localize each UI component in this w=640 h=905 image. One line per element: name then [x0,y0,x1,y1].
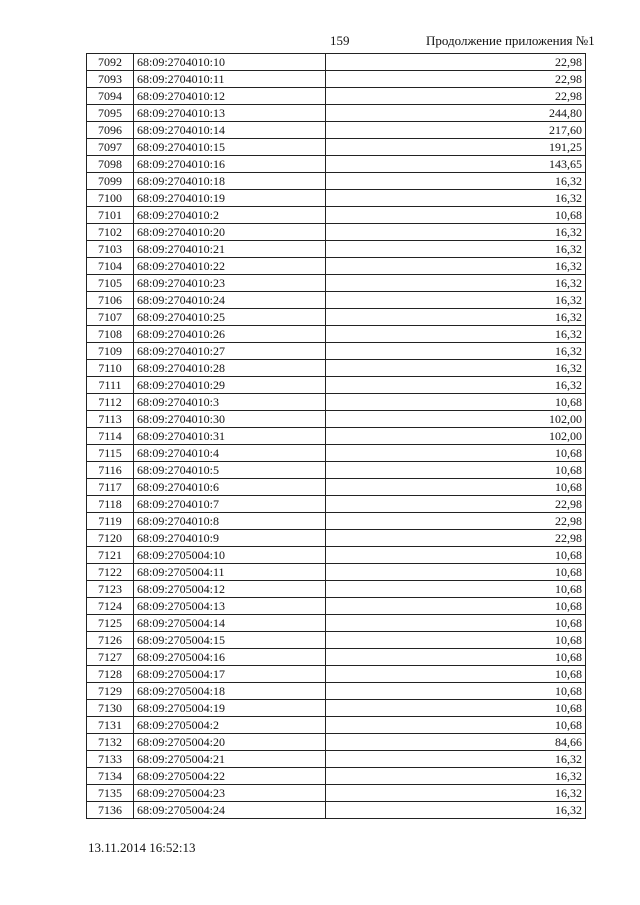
cadastral-value: 10,68 [326,564,586,581]
table-row [87,496,586,513]
cadastral-number: 68:09:2704010:14 [134,122,326,139]
cadastral-value: 10,68 [326,666,586,683]
row-number: 7135 [87,785,134,802]
cadastral-value: 143,65 [326,156,586,173]
cadastral-number: 68:09:2705004:14 [134,615,326,632]
row-number: 7130 [87,700,134,717]
cadastral-number: 68:09:2704010:6 [134,479,326,496]
cadastral-number: 68:09:2705004:18 [134,683,326,700]
cadastral-number: 68:09:2704010:26 [134,326,326,343]
cadastral-value: 16,32 [326,190,586,207]
table-row [87,666,586,683]
cadastral-value: 16,32 [326,360,586,377]
row-number: 7121 [87,547,134,564]
cadastral-number: 68:09:2704010:20 [134,224,326,241]
table-row [87,224,586,241]
cadastral-number: 68:09:2704010:12 [134,88,326,105]
row-number: 7106 [87,292,134,309]
cadastral-value: 10,68 [326,445,586,462]
cadastral-value: 16,32 [326,309,586,326]
cadastral-number: 68:09:2705004:21 [134,751,326,768]
row-number: 7112 [87,394,134,411]
table-row [87,258,586,275]
table-row [87,462,586,479]
table-row [87,802,586,819]
table-row [87,54,586,71]
row-number: 7136 [87,802,134,819]
table-row [87,564,586,581]
row-number: 7103 [87,241,134,258]
cadastral-number: 68:09:2705004:19 [134,700,326,717]
table-row [87,207,586,224]
table-row [87,88,586,105]
row-number: 7128 [87,666,134,683]
table-row [87,768,586,785]
cadastral-value: 244,80 [326,105,586,122]
table-row [87,71,586,88]
cadastral-value: 10,68 [326,394,586,411]
cadastral-number: 68:09:2704010:22 [134,258,326,275]
cadastral-value: 10,68 [326,700,586,717]
table-row [87,275,586,292]
row-number: 7095 [87,105,134,122]
table-row [87,581,586,598]
cadastral-number: 68:09:2704010:25 [134,309,326,326]
row-number: 7098 [87,156,134,173]
row-number: 7125 [87,615,134,632]
cadastral-number: 68:09:2704010:30 [134,411,326,428]
row-number: 7109 [87,343,134,360]
cadastral-value: 22,98 [326,513,586,530]
cadastral-value: 16,32 [326,802,586,819]
table-row [87,547,586,564]
cadastral-number: 68:09:2704010:15 [134,139,326,156]
cadastral-value: 16,32 [326,275,586,292]
cadastral-number: 68:09:2705004:10 [134,547,326,564]
table-row [87,445,586,462]
cadastral-number: 68:09:2705004:15 [134,632,326,649]
cadastral-value: 10,68 [326,717,586,734]
cadastral-value: 10,68 [326,615,586,632]
cadastral-value: 191,25 [326,139,586,156]
cadastral-value: 84,66 [326,734,586,751]
table-row [87,785,586,802]
cadastral-number: 68:09:2705004:2 [134,717,326,734]
cadastral-number: 68:09:2705004:20 [134,734,326,751]
cadastral-value: 16,32 [326,377,586,394]
page-number: 159 [330,33,350,48]
table-row [87,734,586,751]
row-number: 7129 [87,683,134,700]
row-number: 7119 [87,513,134,530]
cadastral-value: 16,32 [326,292,586,309]
cadastral-value: 16,32 [326,224,586,241]
appendix-title: Продолжение приложения №1 [426,33,595,48]
cadastral-value: 217,60 [326,122,586,139]
cadastral-number: 68:09:2705004:11 [134,564,326,581]
cadastral-value: 16,32 [326,768,586,785]
table-row [87,632,586,649]
table-row [87,394,586,411]
row-number: 7127 [87,649,134,666]
cadastral-number: 68:09:2704010:11 [134,71,326,88]
cadastral-value: 22,98 [326,496,586,513]
table-row [87,105,586,122]
cadastral-number: 68:09:2704010:23 [134,275,326,292]
row-number: 7107 [87,309,134,326]
cadastral-value: 10,68 [326,547,586,564]
cadastral-value: 16,32 [326,343,586,360]
cadastral-number: 68:09:2705004:13 [134,598,326,615]
cadastral-number: 68:09:2705004:22 [134,768,326,785]
row-number: 7115 [87,445,134,462]
table-row [87,428,586,445]
row-number: 7097 [87,139,134,156]
cadastral-number: 68:09:2704010:18 [134,173,326,190]
row-number: 7131 [87,717,134,734]
cadastral-value: 10,68 [326,581,586,598]
cadastral-value: 22,98 [326,71,586,88]
row-number: 7123 [87,581,134,598]
row-number: 7120 [87,530,134,547]
data-table [86,53,586,819]
table-row [87,411,586,428]
table-row [87,241,586,258]
cadastral-number: 68:09:2704010:13 [134,105,326,122]
row-number: 7101 [87,207,134,224]
cadastral-value: 10,68 [326,598,586,615]
row-number: 7124 [87,598,134,615]
row-number: 7118 [87,496,134,513]
table-row [87,360,586,377]
row-number: 7105 [87,275,134,292]
cadastral-value: 10,68 [326,632,586,649]
cadastral-number: 68:09:2704010:28 [134,360,326,377]
cadastral-number: 68:09:2704010:5 [134,462,326,479]
cadastral-value: 22,98 [326,54,586,71]
cadastral-number: 68:09:2705004:24 [134,802,326,819]
row-number: 7099 [87,173,134,190]
row-number: 7100 [87,190,134,207]
table-row [87,292,586,309]
cadastral-value: 22,98 [326,530,586,547]
cadastral-number: 68:09:2704010:29 [134,377,326,394]
row-number: 7093 [87,71,134,88]
table-row [87,615,586,632]
table-row [87,156,586,173]
cadastral-number: 68:09:2704010:24 [134,292,326,309]
table-row [87,751,586,768]
cadastral-number: 68:09:2704010:7 [134,496,326,513]
row-number: 7116 [87,462,134,479]
table-row [87,683,586,700]
row-number: 7102 [87,224,134,241]
cadastral-value: 102,00 [326,428,586,445]
table-row [87,700,586,717]
cadastral-value: 16,32 [326,241,586,258]
cadastral-number: 68:09:2704010:2 [134,207,326,224]
cadastral-number: 68:09:2704010:16 [134,156,326,173]
row-number: 7108 [87,326,134,343]
cadastral-value: 102,00 [326,411,586,428]
cadastral-number: 68:09:2705004:17 [134,666,326,683]
row-number: 7092 [87,54,134,71]
cadastral-value: 16,32 [326,751,586,768]
table-row [87,717,586,734]
row-number: 7096 [87,122,134,139]
row-number: 7113 [87,411,134,428]
table-body [87,54,586,819]
row-number: 7111 [87,377,134,394]
row-number: 7134 [87,768,134,785]
cadastral-number: 68:09:2704010:9 [134,530,326,547]
cadastral-number: 68:09:2704010:19 [134,190,326,207]
cadastral-number: 68:09:2704010:31 [134,428,326,445]
footer-timestamp: 13.11.2014 16:52:13 [88,840,196,855]
row-number: 7110 [87,360,134,377]
cadastral-value: 10,68 [326,462,586,479]
row-number: 7094 [87,88,134,105]
row-number: 7114 [87,428,134,445]
cadastral-number: 68:09:2704010:10 [134,54,326,71]
cadastral-number: 68:09:2704010:8 [134,513,326,530]
cadastral-number: 68:09:2705004:23 [134,785,326,802]
table-row [87,122,586,139]
cadastral-number: 68:09:2705004:16 [134,649,326,666]
cadastral-number: 68:09:2704010:27 [134,343,326,360]
row-number: 7122 [87,564,134,581]
cadastral-value: 10,68 [326,649,586,666]
row-number: 7117 [87,479,134,496]
table-row [87,309,586,326]
table-row [87,598,586,615]
cadastral-value: 10,68 [326,479,586,496]
table-row [87,173,586,190]
cadastral-value: 10,68 [326,683,586,700]
table-row [87,190,586,207]
cadastral-number: 68:09:2704010:3 [134,394,326,411]
table-row [87,326,586,343]
table-row [87,513,586,530]
cadastral-value: 16,32 [326,785,586,802]
table-row [87,343,586,360]
cadastral-value: 16,32 [326,258,586,275]
table-row [87,377,586,394]
cadastral-number: 68:09:2704010:4 [134,445,326,462]
cadastral-number: 68:09:2705004:12 [134,581,326,598]
table-row [87,530,586,547]
table-row [87,479,586,496]
row-number: 7104 [87,258,134,275]
cadastral-value: 10,68 [326,207,586,224]
cadastral-value: 22,98 [326,88,586,105]
table-row [87,139,586,156]
cadastral-number: 68:09:2704010:21 [134,241,326,258]
cadastral-value: 16,32 [326,173,586,190]
row-number: 7133 [87,751,134,768]
row-number: 7132 [87,734,134,751]
row-number: 7126 [87,632,134,649]
table-row [87,649,586,666]
cadastral-value: 16,32 [326,326,586,343]
